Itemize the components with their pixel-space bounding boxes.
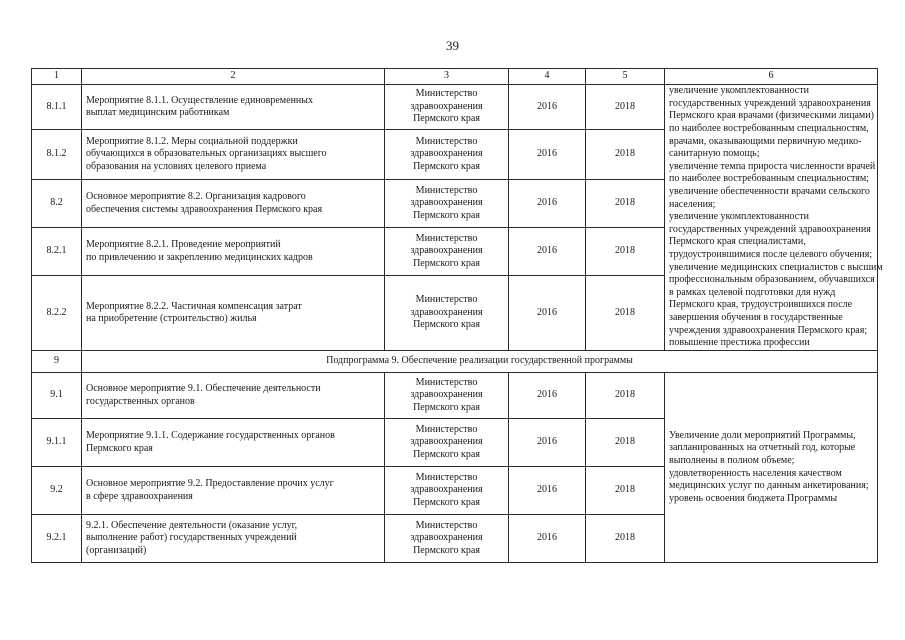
text-line: Министерство — [415, 519, 478, 531]
text-line: трудоустроившимися после целевого обучения; — [669, 248, 873, 260]
start-year: 2016 — [509, 419, 586, 467]
text-line: Мероприятие 8.1.1. Осуществление единовременных — [86, 94, 313, 106]
executor — [385, 515, 509, 563]
text-line: запланированных на отчетный год, которые — [669, 442, 856, 454]
text-line: Пермского края специалистами, — [669, 236, 806, 248]
header-row — [32, 69, 878, 85]
table-row — [32, 85, 878, 130]
text-line: 9.2.1. Обеспечение деятельности (оказание услуг, — [86, 519, 298, 531]
text-line: здравоохранения — [410, 306, 483, 318]
text-line: увеличение укомплектованности — [669, 211, 809, 223]
text-line: Мероприятие 8.1.2. Меры социальной поддержки — [86, 135, 298, 147]
text-line: Министерство — [415, 135, 478, 147]
measure-name — [82, 419, 385, 467]
text-line: учреждения здравоохранения Пермского края; — [669, 324, 868, 336]
start-year: 2016 — [509, 467, 586, 515]
end-year: 2018 — [586, 467, 665, 515]
text-line: в сфере здравоохранения — [86, 490, 193, 502]
text-line: профессиональным образованием, обучавшихся — [669, 274, 875, 286]
text-line: Основное мероприятие 9.1. Обеспечение деятельности — [86, 383, 321, 394]
row-number: 9.1 — [32, 373, 82, 419]
measure-name — [82, 228, 385, 276]
measure-name — [82, 180, 385, 228]
executor — [385, 228, 509, 276]
row-number: 9.2 — [32, 467, 82, 515]
start-year: 2016 — [509, 373, 586, 419]
text-line: Министерство — [415, 232, 478, 244]
text-line: уровень освоения бюджета Программы — [669, 492, 838, 504]
row-number: 9.1.1 — [32, 419, 82, 467]
measure-name — [82, 85, 385, 130]
row-number: 8.1.1 — [32, 85, 82, 130]
text-line: выполнение работ) государственных учреждений — [86, 532, 297, 544]
text-line: Увеличение доли мероприятий Программы, — [669, 429, 856, 441]
text-line: Министерство — [415, 184, 478, 196]
text-line: Министерство — [415, 471, 478, 483]
text-line: Мероприятие 8.2.2. Частичная компенсация затрат — [86, 300, 302, 312]
text-line: населения; — [669, 198, 716, 210]
start-year: 2016 — [509, 515, 586, 563]
text-line: увеличение медицинских специалистов с высшим — [669, 261, 883, 273]
executor — [385, 130, 509, 180]
end-year: 2018 — [586, 85, 665, 130]
start-year: 2016 — [509, 276, 586, 351]
text-line: увеличение темпа прироста численности врачей — [669, 160, 876, 172]
executor — [385, 85, 509, 130]
expected-results — [665, 373, 878, 563]
text-line: здравоохранения — [410, 148, 483, 160]
row-number: 8.1.2 — [32, 130, 82, 180]
page-number: 39 — [446, 38, 459, 53]
row-number: 9 — [32, 351, 82, 373]
measure-name — [82, 373, 385, 419]
end-year: 2018 — [586, 276, 665, 351]
text-line: Пермского края — [86, 442, 153, 454]
header-cell: 4 — [509, 69, 586, 85]
end-year: 2018 — [586, 180, 665, 228]
end-year: 2018 — [586, 373, 665, 419]
text-line: Основное мероприятие 8.2. Организация кадрового — [86, 191, 306, 202]
measure-name — [82, 467, 385, 515]
text-line: Пермского края — [413, 448, 480, 460]
text-line: Пермского края — [413, 257, 480, 269]
table-row — [32, 373, 878, 419]
text-line: Пермского края — [413, 113, 480, 125]
text-line: врачами, оказывающими первичную медико- — [669, 135, 862, 147]
row-number: 8.2.2 — [32, 276, 82, 351]
text-line: на приобретение (строительство) жилья — [86, 313, 257, 324]
text-line: медицинских услуг по данным анкетирования; — [669, 480, 869, 492]
text-line: государственных учреждений здравоохранения — [669, 97, 871, 109]
text-line: обеспечения системы здравоохранения Пермского края — [86, 203, 323, 215]
text-line: Министерство — [415, 423, 478, 435]
text-line: Министерство — [415, 376, 478, 388]
text-line: Мероприятие 8.2.1. Проведение мероприятий — [86, 239, 281, 250]
text-line: Пермского края — [413, 496, 480, 508]
text-line: здравоохранения — [410, 100, 483, 112]
text-line: по наиболее востребованным специальностям; — [669, 173, 869, 185]
text-line: здравоохранения — [410, 436, 483, 448]
subprogram-title: Подпрограмма 9. Обеспечение реализации государственной программы — [82, 351, 878, 373]
text-line: образования на условиях целевого приема — [86, 160, 267, 172]
text-line: в рамках целевой подготовки для нужд — [669, 286, 836, 298]
text-line: по наиболее востребованным специальностям, — [669, 123, 869, 135]
header-cell: 2 — [82, 69, 385, 85]
row-number: 9.2.1 — [32, 515, 82, 563]
program-table — [31, 68, 883, 563]
start-year: 2016 — [509, 180, 586, 228]
text-line: увеличение укомплектованности — [669, 85, 809, 97]
text-line: Пермского края — [413, 544, 480, 556]
text-line: Пермского края — [413, 209, 480, 221]
text-line: выполнены в полном объеме; — [669, 454, 795, 466]
executor — [385, 419, 509, 467]
text-line: Министерство — [415, 88, 478, 100]
header-cell: 3 — [385, 69, 509, 85]
measure-name — [82, 130, 385, 180]
expected-results — [665, 85, 883, 351]
text-line: здравоохранения — [410, 245, 483, 257]
text-line: повышение престижа профессии — [669, 337, 810, 349]
text-line: выплат медицинским работникам — [86, 107, 230, 118]
text-line: санитарную помощь; — [669, 148, 760, 160]
subprogram-row — [32, 351, 878, 373]
end-year: 2018 — [586, 228, 665, 276]
end-year: 2018 — [586, 130, 665, 180]
text-line: здравоохранения — [410, 197, 483, 209]
text-line: завершения обучения в государственные — [669, 311, 843, 323]
text-line: обучающихся в образовательных организациях высшего — [86, 148, 327, 160]
text-line: Пермского края — [413, 401, 480, 413]
text-line: удовлетворенность населения качеством — [669, 467, 842, 479]
end-year: 2018 — [586, 419, 665, 467]
text-line: государственных учреждений здравоохранения — [669, 223, 871, 235]
text-line: (организаций) — [86, 544, 147, 556]
text-line: Основное мероприятие 9.2. Предоставление прочих услуг — [86, 478, 334, 489]
text-line: Пермского края врачами (физическими лицами) — [669, 110, 874, 122]
executor — [385, 180, 509, 228]
header-cell: 5 — [586, 69, 665, 85]
measure-name — [82, 515, 385, 563]
row-number: 8.2 — [32, 180, 82, 228]
text-line: здравоохранения — [410, 532, 483, 544]
row-number: 8.2.1 — [32, 228, 82, 276]
start-year: 2016 — [509, 130, 586, 180]
text-line: Пермского края — [413, 160, 480, 172]
executor — [385, 373, 509, 419]
text-line: по привлечению и закреплению медицинских кадров — [86, 251, 313, 263]
executor — [385, 467, 509, 515]
start-year: 2016 — [509, 228, 586, 276]
text-line: Мероприятие 9.1.1. Содержание государственных органов — [86, 430, 335, 441]
header-cell: 1 — [32, 69, 82, 85]
text-line: Министерство — [415, 294, 478, 306]
text-line: здравоохранения — [410, 484, 483, 496]
text-line: государственных органов — [86, 395, 195, 407]
measure-name — [82, 276, 385, 351]
executor — [385, 276, 509, 351]
text-line: Пермского края — [413, 319, 480, 331]
text-line: Пермского края, трудоустроившихся после — [669, 299, 853, 311]
start-year: 2016 — [509, 85, 586, 130]
text-line: здравоохранения — [410, 389, 483, 401]
text-line: увеличение обеспеченности врачами сельского — [669, 186, 870, 198]
header-cell: 6 — [665, 69, 878, 85]
end-year: 2018 — [586, 515, 665, 563]
